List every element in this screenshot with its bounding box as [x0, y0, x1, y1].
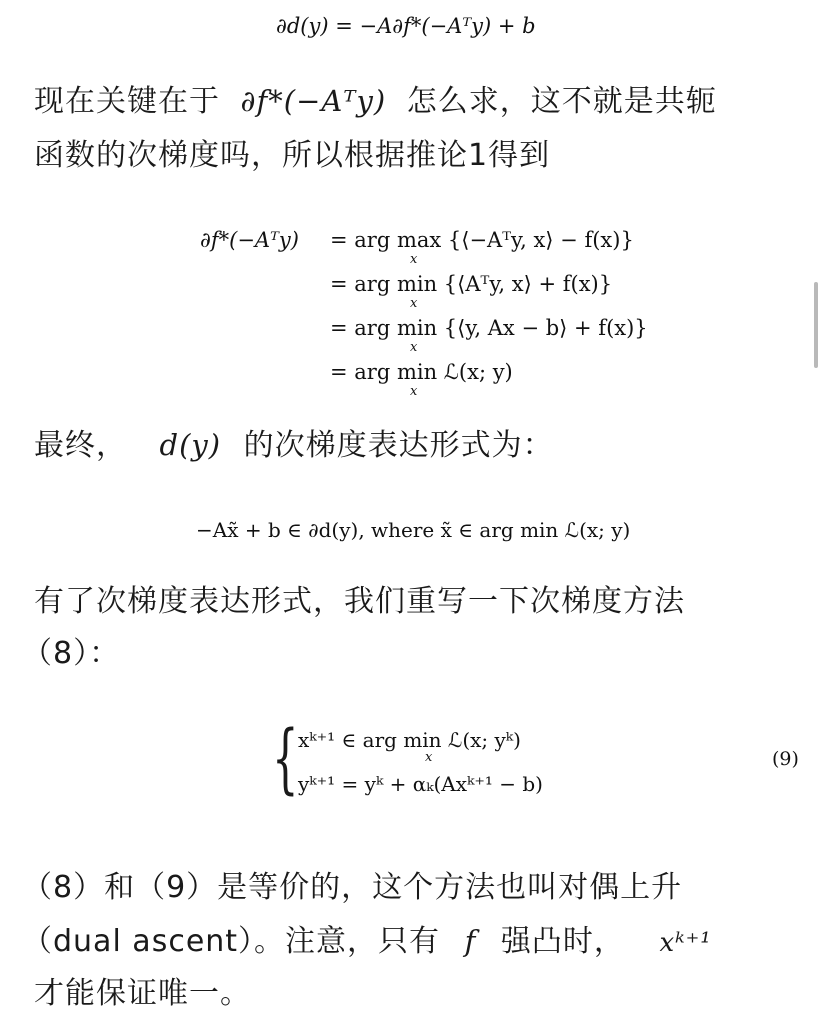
- paragraph-line: [34, 968, 251, 1012]
- align-rhs-3: = arg min {⟨y, Ax − b⟩ + f(x)}: [330, 316, 648, 340]
- text-span: 怎么求，这不就是共轭: [406, 84, 717, 119]
- text-span: （8）：: [22, 636, 121, 671]
- text-span: 才能保证唯一。: [34, 976, 251, 1011]
- text-span: 现在关键在于: [34, 84, 220, 119]
- paragraph-line: [34, 420, 554, 464]
- system-row-1: xᵏ⁺¹ ∈ arg min ℒ(x; yᵏ): [298, 728, 521, 752]
- inline-math: f: [464, 924, 477, 958]
- scrollbar[interactable]: [814, 282, 818, 368]
- align-rhs-1: = arg max {⟨−Aᵀy, x⟩ − f(x)}: [330, 228, 634, 252]
- align-rhs-2: = arg min {⟨Aᵀy, x⟩ + f(x)}: [330, 272, 613, 296]
- align-rhs-4: = arg min ℒ(x; y): [330, 360, 513, 384]
- align-sub-3: x: [410, 340, 418, 355]
- paragraph-line: [22, 916, 712, 960]
- text-span: 有了次梯度表达形式，我们重写一下次梯度方法: [34, 584, 685, 619]
- paragraph-line: [22, 862, 682, 906]
- equation-top: ∂d(y) = −A∂f*(−Aᵀy) + b: [276, 14, 536, 38]
- align-sub-1: x: [410, 252, 418, 267]
- left-brace-icon: {: [272, 713, 299, 802]
- inline-math: ∂f*(−Aᵀy): [240, 84, 387, 118]
- text-span: 最终，: [34, 428, 127, 463]
- text-span: （dual ascent）。注意，只有: [22, 924, 441, 959]
- align-lhs: ∂f*(−Aᵀy): [200, 228, 299, 252]
- inline-math: d(y): [159, 428, 222, 462]
- align-sub-4: x: [410, 384, 418, 399]
- paragraph-line: [22, 628, 120, 672]
- equation-where: −Ax̃ + b ∈ ∂d(y), where x̃ ∈ arg min ℒ(x; y): [196, 518, 631, 542]
- text-span: 函数的次梯度吗，所以根据推论1得到: [34, 138, 551, 173]
- system-row-1-sub: x: [425, 750, 433, 765]
- text-span: 强凸时，: [500, 924, 625, 959]
- paragraph-line: [34, 576, 685, 620]
- align-sub-2: x: [410, 296, 418, 311]
- inline-math: xᵏ⁺¹: [659, 928, 712, 958]
- equation-tag: (9): [772, 748, 799, 770]
- paragraph-line: [34, 76, 717, 120]
- text-span: 的次梯度表达形式为：: [243, 428, 554, 463]
- paragraph-line: [34, 130, 550, 174]
- text-span: （8）和（9）是等价的，这个方法也叫对偶上升: [22, 870, 683, 905]
- system-row-2: yᵏ⁺¹ = yᵏ + αₖ(Axᵏ⁺¹ − b): [298, 772, 543, 796]
